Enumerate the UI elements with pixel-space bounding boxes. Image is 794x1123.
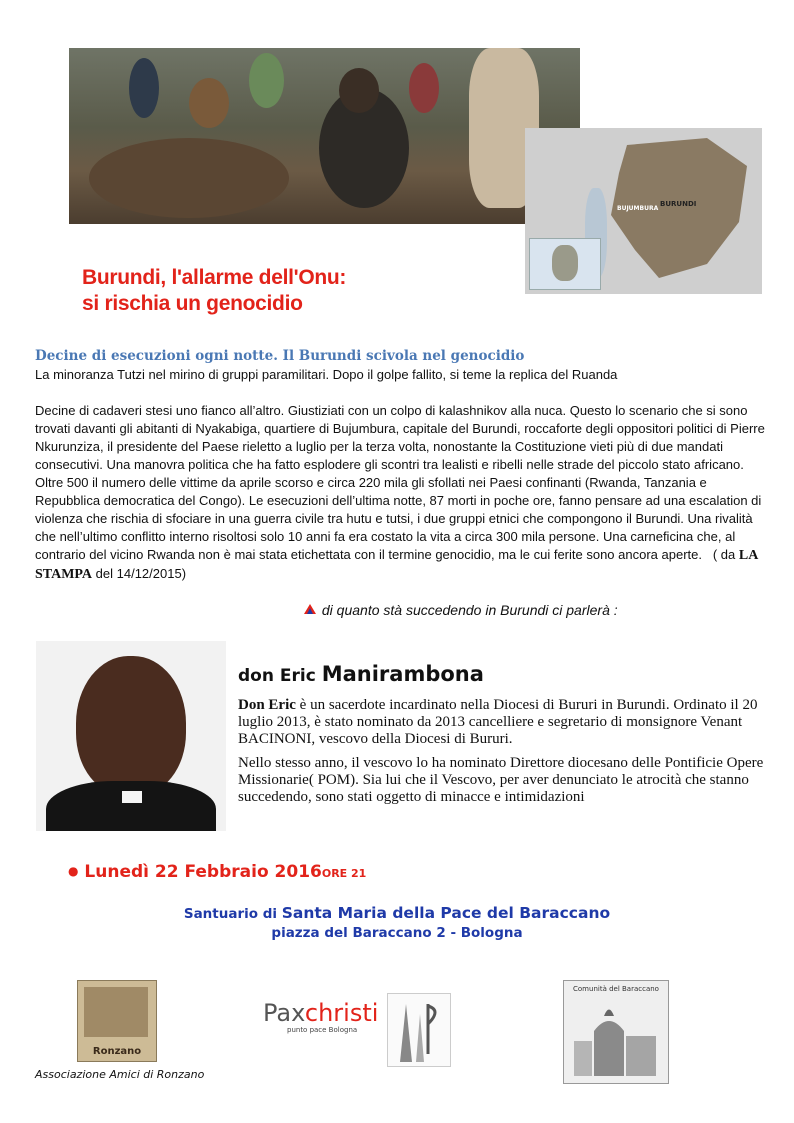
paxchristi-pax: Pax — [263, 999, 305, 1027]
pointer-icon — [302, 602, 318, 616]
speaker-name-prefix: don Eric — [238, 666, 316, 686]
article-subheading: Decine di esecuzioni ogni notte. Il Burundi scivola nel genocidio — [35, 348, 525, 364]
emblem-icon — [388, 994, 450, 1066]
speaker-bio-lead: Don Eric — [238, 697, 296, 713]
headline-line2: si rischia un genocidio — [82, 292, 303, 315]
venue-name: Santa Maria della Pace del Baraccano — [281, 904, 611, 922]
paxchristi-emblem — [387, 993, 451, 1067]
speaker-name-last: Manirambona — [321, 662, 484, 686]
event-address: piazza del Baraccano 2 - Bologna — [271, 925, 523, 941]
announce-line — [302, 602, 618, 618]
map-label-capital: BUJUMBURA — [617, 205, 659, 212]
ronzano-logo — [77, 980, 157, 1062]
source-suffix: del 14/12/2015) — [95, 566, 187, 581]
announce-text: di quanto stà succedendo in Burundi ci parlerà : — [321, 602, 618, 618]
paxchristi-christi: christi — [304, 999, 379, 1027]
article-lead: La minoranza Tutzi nel mirino di gruppi paramilitari. Dopo il golpe fallito, si teme la replica del Ruanda — [35, 367, 618, 382]
article-paragraph: Decine di cadaveri stesi uno fianco all’altro. Giustiziati con un colpo di kalashnikov alla nuca. Questo lo scenario che si sono trovati davanti gli abitanti di Nyakabiga, quartiere di Bujumbura, capitale del Burundi, roccaforte degli oppositori politici di Pierre Nkurunziza, il presidente del Paese rieletto a luglio per la terza volta, nonostante la Costituzione vieti più di due mandati consecutivi. Una manovra politica che ha fatto esplodere gli scontri tra lealisti e ribelli nelle strade del piccolo stato africano. Oltre 500 il numero delle vittime da aprile scorso e circa 220 mila gli sfollati nei Paesi confinanti (Rwanda, Tanzania e Repubblica democratica del Congo). Le esecuzioni dell’ultima notte, 87 morti in poche ore, fanno pensare ad una escalation di violenza che rischia di sfociare in una guerra civile tra hutu e tutsi, i due gruppi etnici che compongono il Burundi. Una rivalità che nell’ultimo conflitto interno risoltosi solo 10 anni fa era costato la vita a circa 300 mila persone. Una carneficina che, al contrario del vicino Rwanda non è mai stata etichettata con il termine genocidio, ma le cui ferite sono ancora aperte. — [35, 403, 765, 562]
event-date-text: Lunedì 22 Febbraio 2016 — [84, 862, 322, 882]
paxchristi-logo — [263, 1000, 383, 1046]
event-time: ORE 21 — [321, 867, 367, 880]
article-body — [35, 402, 771, 584]
speaker-name — [238, 662, 484, 686]
speaker-bio-2: Nello stesso anno, il vescovo lo ha nominato Direttore diocesano delle Pontificie Opere Missionarie( POM). Sia lui che il Vescovo, per aver denunciato le atrocità che stanno succedendo, sono stati oggetto di minacce e intimidazioni — [238, 755, 764, 805]
headline-line1: Burundi, l'allarme dell'Onu: — [82, 266, 347, 289]
baraccano-logo-label: Comunità del Baraccano — [573, 985, 659, 993]
ronzano-caption: Associazione Amici di Ronzano — [35, 1068, 205, 1081]
map-inset-globe — [529, 238, 601, 290]
ronzano-logo-label: Ronzano — [92, 1046, 142, 1057]
source-name: LA STAMPA — [35, 548, 758, 582]
speaker-photo — [36, 641, 226, 831]
speaker-bio-1-text: è un sacerdote incardinato nella Diocesi di Bururi in Burundi. Ordinato il 20 luglio 2013, è stato nominato da 2013 cancelliere e segretario di monsignore Venant BACINONI, vescovo della Diocesi di Bururi. — [238, 697, 758, 747]
event-venue — [150, 904, 644, 922]
venue-prefix: Santuario di — [183, 906, 278, 922]
church-icon — [564, 981, 668, 1083]
baraccano-logo — [563, 980, 669, 1084]
event-date — [68, 862, 366, 882]
bullet-icon: ● — [68, 864, 79, 878]
speaker-bio-1 — [238, 697, 766, 748]
paxchristi-sub: punto pace Bologna — [287, 1026, 358, 1034]
map-label-burundi: BURUNDI — [660, 200, 697, 208]
burundi-map — [525, 128, 762, 294]
source-prefix: ( da — [712, 547, 736, 562]
header-photo — [69, 48, 580, 224]
